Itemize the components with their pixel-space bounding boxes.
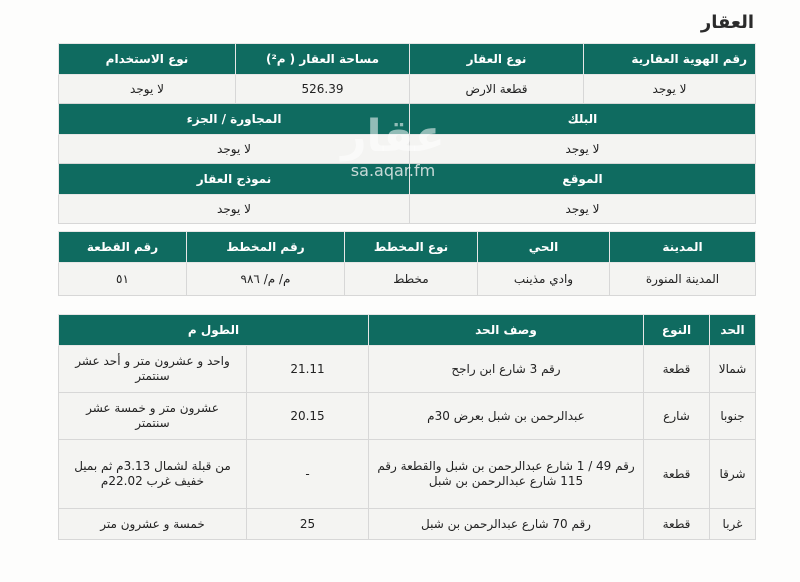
value-city: المدينة المنورة (610, 263, 756, 296)
value-property-area: 526.39 (236, 75, 410, 104)
header-property-area: مساحة العقار ( م²) (236, 44, 410, 75)
boundary-row (59, 440, 756, 509)
boundary-type: قطعة (644, 440, 710, 509)
boundary-side: غربا (710, 509, 756, 540)
boundary-type: قطعة (644, 509, 710, 540)
property-table (58, 43, 756, 224)
boundary-row (59, 509, 756, 540)
value-property-model: لا يوجد (59, 195, 410, 224)
header-length: الطول م (59, 315, 369, 346)
header-plot-number: رقم القطعة (59, 232, 187, 263)
value-neighborhood-part: لا يوجد (59, 135, 410, 164)
value-plan-number: م/ م/ ٩٨٦ (187, 263, 345, 296)
header-property-type: نوع العقار (410, 44, 584, 75)
boundary-type: قطعة (644, 346, 710, 393)
property-value-row-2 (59, 135, 756, 164)
header-side: الحد (710, 315, 756, 346)
boundary-desc: عبدالرحمن بن شبل بعرض 30م (369, 393, 644, 440)
header-boundary-type: النوع (644, 315, 710, 346)
header-district: الحي (478, 232, 610, 263)
header-property-id: رقم الهوية العقارية (584, 44, 756, 75)
boundary-side: شمالا (710, 346, 756, 393)
header-boundary-desc: وصف الحد (369, 315, 644, 346)
boundary-length-words: واحد و عشرون متر و أحد عشر سنتمتر (59, 346, 247, 393)
header-plan-type: نوع المخطط (345, 232, 478, 263)
boundary-length-words: عشرون متر و خمسة عشر سنتمتر (59, 393, 247, 440)
value-location: لا يوجد (410, 195, 756, 224)
value-district: وادي مذينب (478, 263, 610, 296)
header-usage-type: نوع الاستخدام (59, 44, 236, 75)
value-plan-type: مخطط (345, 263, 478, 296)
property-value-row-3 (59, 195, 756, 224)
boundary-desc: رقم 3 شارع ابن راجح (369, 346, 644, 393)
header-neighborhood-part: المجاورة / الجزء (59, 104, 410, 135)
boundary-length: - (247, 440, 369, 509)
watermark-url: sa.aqar.fm (350, 161, 436, 180)
boundary-side: جنوبا (710, 393, 756, 440)
value-usage-type: لا يوجد (59, 75, 236, 104)
boundaries-table (58, 314, 756, 540)
header-location: الموقع (410, 164, 756, 195)
value-plot-number: ٥١ (59, 263, 187, 296)
boundary-length-words: خمسة و عشرون متر (59, 509, 247, 540)
boundary-desc: رقم 49 / 1 شارع عبدالرحمن بن شبل والقطعة رقم 115 شارع عبدالرحمن بن شبل (369, 440, 644, 509)
value-property-type: قطعة الارض (410, 75, 584, 104)
property-header-row-1 (59, 44, 756, 75)
boundaries-header-row (59, 315, 756, 346)
boundary-desc: رقم 70 شارع عبدالرحمن بن شبل (369, 509, 644, 540)
watermark-logo: عقار (341, 111, 445, 162)
header-block: البلك (410, 104, 756, 135)
boundary-row (59, 346, 756, 393)
value-block: لا يوجد (410, 135, 756, 164)
boundary-length-words: من قبلة لشمال 3.13م ثم بميل خفيف غرب 22.02م (59, 440, 247, 509)
header-city: المدينة (610, 232, 756, 263)
section-title: العقار (700, 12, 754, 33)
boundary-length: 20.15 (247, 393, 369, 440)
plan-table (58, 231, 756, 296)
plan-value-row (59, 263, 756, 296)
header-plan-number: رقم المخطط (187, 232, 345, 263)
property-value-row-1 (59, 75, 756, 104)
value-property-id: لا يوجد (584, 75, 756, 104)
boundary-type: شارع (644, 393, 710, 440)
plan-header-row (59, 232, 756, 263)
boundary-length: 21.11 (247, 346, 369, 393)
boundary-length: 25 (247, 509, 369, 540)
property-header-row-2 (59, 104, 756, 135)
boundary-row (59, 393, 756, 440)
boundary-side: شرقا (710, 440, 756, 509)
header-property-model: نموذج العقار (59, 164, 410, 195)
property-header-row-3 (59, 164, 756, 195)
